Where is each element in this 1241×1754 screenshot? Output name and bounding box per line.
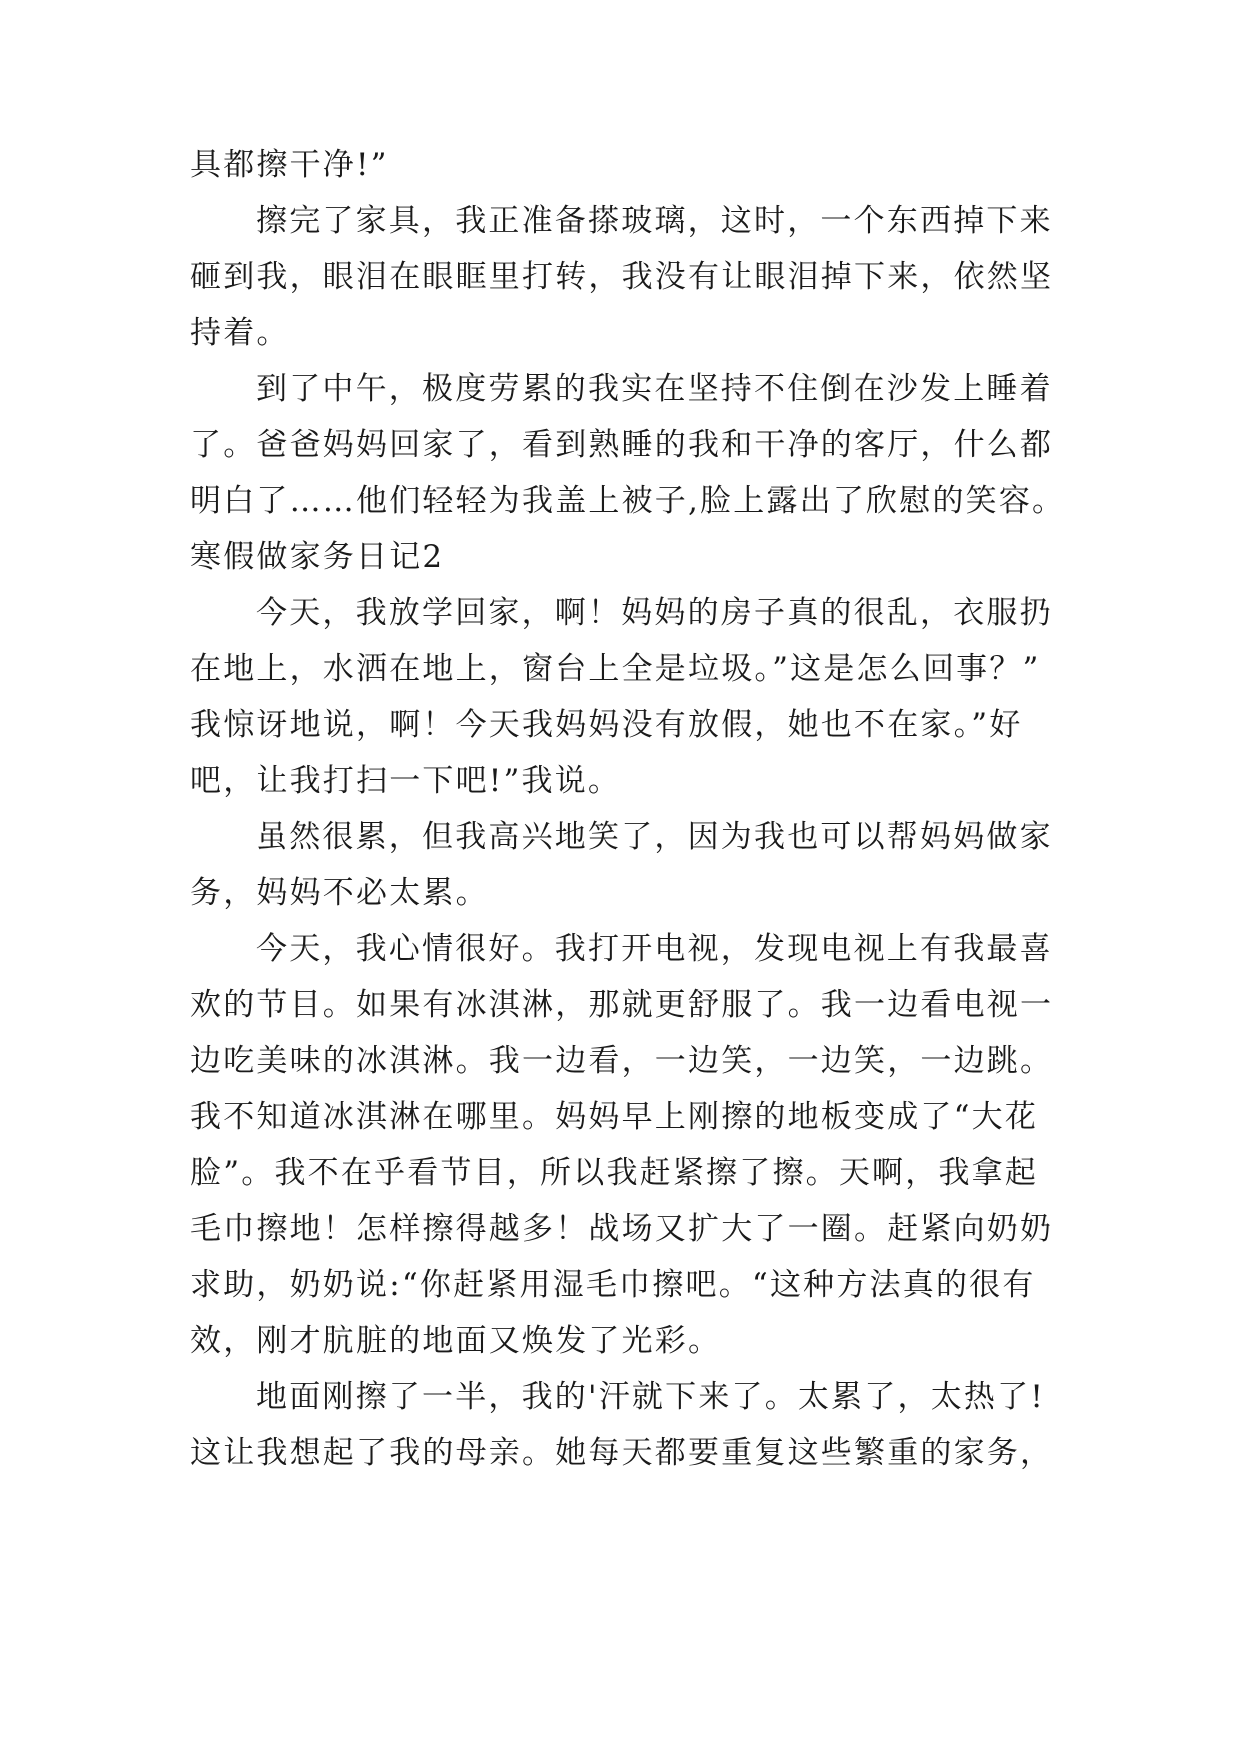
text-line: 具都擦干净!”	[190, 147, 389, 183]
text-line: 持着。	[190, 315, 290, 351]
text-line: 欢的节目。如果有冰淇淋，那就更舒服了。我一边看电视一	[190, 987, 1054, 1023]
text-line: 毛巾擦地！怎样擦得越多！战场又扩大了一圈。赶紧向奶奶	[190, 1211, 1054, 1247]
text-line: 了。爸爸妈妈回家了，看到熟睡的我和干净的客厅，什么都	[190, 427, 1054, 463]
text-line: 脸”。我不在乎看节目，所以我赶紧擦了擦。天啊，我拿起	[190, 1155, 1039, 1191]
text-line: 效，刚才肮脏的地面又焕发了光彩。	[190, 1323, 722, 1359]
text-line: 明白了……他们轻轻为我盖上被子,脸上露出了欣慰的笑容。	[190, 483, 1066, 519]
paragraph-start-line: 擦完了家具，我正准备搽玻璃，这时，一个东西掉下来	[256, 203, 1053, 239]
text-line: 求助，奶奶说:“你赶紧用湿毛巾擦吧。“这种方法真的很有	[190, 1267, 1036, 1303]
text-line: 边吃美味的冰淇淋。我一边看，一边笑，一边笑，一边跳。	[190, 1043, 1054, 1079]
text-line: 砸到我，眼泪在眼眶里打转，我没有让眼泪掉下来，依然坚	[190, 259, 1054, 295]
text-line: 我不知道冰淇淋在哪里。妈妈早上刚擦的地板变成了“大花	[190, 1099, 1039, 1135]
text-line: 在地上，水洒在地上，窗台上全是垃圾。”这是怎么回事？”	[190, 651, 1041, 687]
paragraph-start-line: 虽然很累，但我高兴地笑了，因为我也可以帮妈妈做家	[256, 819, 1053, 855]
text-line: 我惊讶地说，啊！今天我妈妈没有放假，她也不在家。”好	[190, 707, 1023, 743]
text-line: 务，妈妈不必太累。	[190, 875, 489, 911]
paragraph-start-line: 今天，我放学回家，啊！妈妈的房子真的很乱，衣服扔	[256, 595, 1053, 631]
paragraph-start-line: 今天，我心情很好。我打开电视，发现电视上有我最喜	[256, 931, 1053, 967]
text-line: 这让我想起了我的母亲。她每天都要重复这些繁重的家务，	[190, 1435, 1054, 1471]
section-heading: 寒假做家务日记2	[190, 539, 445, 575]
text-line: 吧，让我打扫一下吧!”我说。	[190, 763, 622, 799]
paragraph-start-line: 到了中午，极度劳累的我实在坚持不住倒在沙发上睡着	[256, 371, 1053, 407]
paragraph-start-line: 地面刚擦了一半，我的'汗就下来了。太累了，太热了!	[256, 1379, 1045, 1415]
